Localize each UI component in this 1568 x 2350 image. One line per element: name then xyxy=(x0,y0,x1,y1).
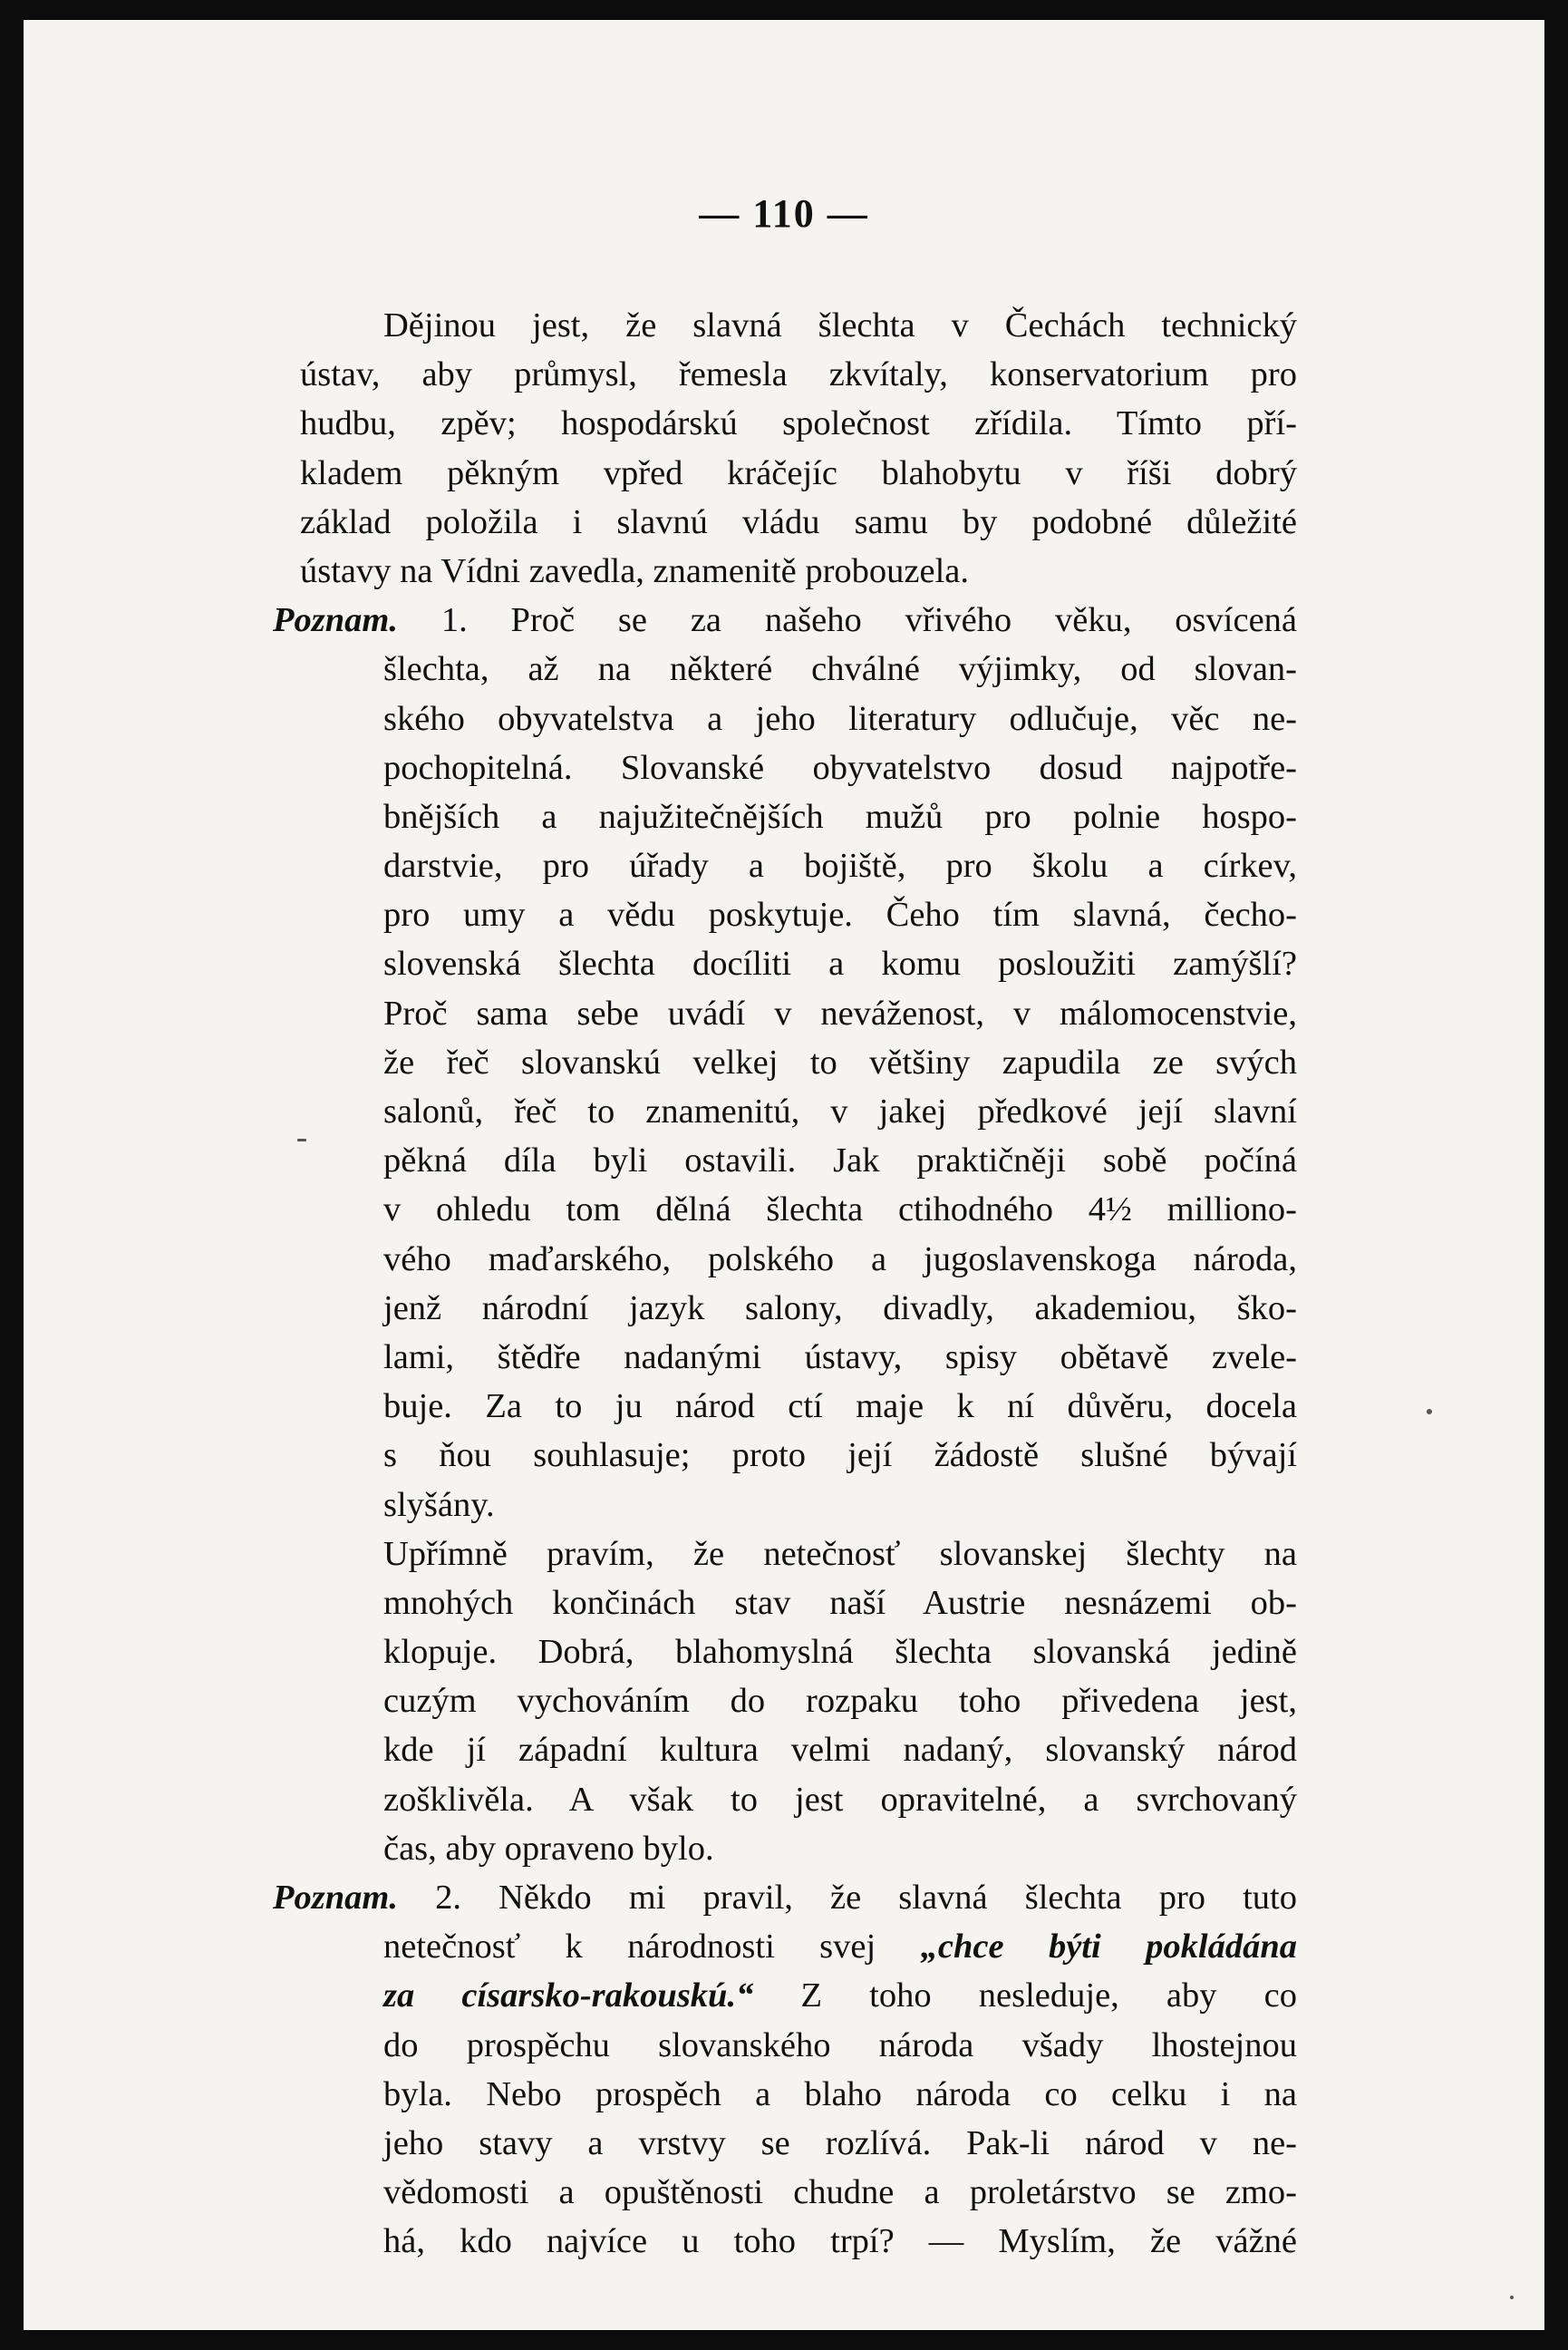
text-line: pěkná díla byli ostavili. Jak praktičněji sobě počíná xyxy=(383,1141,1297,1180)
text-line: do prospěchu slovanského národa všady lhostejnou xyxy=(383,2025,1297,2064)
text-line: s ňou souhlasuje; proto její žádostě slušné bývají xyxy=(383,1436,1297,1475)
text-line: Dějinou jest, že slavná šlechta v Čechách technický xyxy=(383,306,1297,345)
scanned-page xyxy=(24,20,1544,2330)
paragraph-2 xyxy=(300,1529,1297,1873)
text-line: bnějších a najužitečnějších mužů pro polnie hospo- xyxy=(383,797,1297,836)
text-line: slyšány. xyxy=(383,1485,495,1524)
note-text: netečnosť k národnosti svej xyxy=(383,1928,921,1966)
note-text: 1. Proč se za našeho vřivého věku, osvícená xyxy=(440,601,1297,640)
text-line: jeho stavy a vrstvy se rozlívá. Pak-li národ v ne- xyxy=(383,2123,1297,2162)
text-line: základ položila i slavnú vládu samu by podobné důležité xyxy=(300,502,1297,541)
text-line: čas, aby opraveno bylo. xyxy=(383,1829,714,1868)
text-line: há, kdo najvíce u toho trpí? — Myslím, že vážné xyxy=(383,2222,1297,2261)
note-text: Z toho nesleduje, aby co xyxy=(753,1976,1297,2015)
text-line: lami, štědře nadanými ústavy, spisy obětavě zvele- xyxy=(383,1337,1297,1376)
text-line: hudbu, zpěv; hospodárskú společnost zřídila. Tímto pří- xyxy=(300,404,1297,443)
footnote-1 xyxy=(273,596,1297,1529)
text-line: mnohých končinách stav naší Austrie nesnázemi ob- xyxy=(383,1583,1297,1622)
scan-speck xyxy=(297,1139,306,1141)
note-label: Poznam. xyxy=(273,601,398,640)
text-line: ského obyvatelstva a jeho literatury odlučuje, věc ne- xyxy=(383,699,1297,738)
text-line: vého maďarského, polského a jugoslavenskoga národa, xyxy=(383,1239,1297,1278)
text-line: buje. Za to ju národ ctí maje k ní důvěru, docela xyxy=(383,1387,1297,1426)
text-line: darstvie, pro úřady a bojiště, pro školu a církev, xyxy=(383,847,1297,886)
text-line: Proč sama sebe uvádí v neváženost, v málomocenstvie, xyxy=(383,994,1297,1033)
text-line: vědomosti a opuštěnosti chudne a proletárstvo se zmo- xyxy=(383,2173,1297,2212)
note-label: Poznam. xyxy=(273,1879,398,1917)
text-line: v ohledu tom dělná šlechta ctihodného 4½ milliono- xyxy=(383,1190,1297,1229)
scan-speck xyxy=(1427,1409,1432,1414)
text-line: pro umy a vědu poskytuje. Čeho tím slavná, čecho- xyxy=(383,896,1297,935)
footnote-2 xyxy=(273,1873,1297,2267)
quoted-text: za císarsko-rakouskú.“ xyxy=(383,1976,754,2015)
text-line: kde jí západní kultura velmi nadaný, slovanský národ xyxy=(383,1731,1297,1770)
scan-speck xyxy=(1510,2296,1514,2299)
text-line: že řeč slovanskú velkej to většiny zapudila ze svých xyxy=(383,1043,1297,1082)
paragraph-1 xyxy=(300,301,1297,596)
text-line: cuzým vychováním do rozpaku toho přivedena jest, xyxy=(383,1682,1297,1721)
body-text xyxy=(273,301,1297,2267)
text-line: slovenská šlechta docíliti a komu posloužiti zamýšlí? xyxy=(383,945,1297,984)
text-line xyxy=(300,1971,1297,2020)
text-line xyxy=(300,1922,1297,1971)
text-line: zošklivěla. A však to jest opravitelné, a svrchovaný xyxy=(383,1780,1297,1819)
quoted-text: „chce býti pokládána xyxy=(920,1928,1297,1966)
text-line: byla. Nebo prospěch a blaho národa co celku i na xyxy=(383,2074,1297,2113)
text-line xyxy=(273,1873,1297,1922)
page-number: — 110 — xyxy=(699,191,869,236)
text-line: pochopitelná. Slovanské obyvatelstvo dosud najpotře- xyxy=(383,748,1297,787)
text-line: šlechta, až na některé chválné výjimky, od slovan- xyxy=(383,650,1297,689)
text-line: Upřímně pravím, že netečnosť slovanskej šlechty na xyxy=(383,1534,1297,1573)
text-line: jenž národní jazyk salony, divadly, akademiou, ško- xyxy=(383,1288,1297,1327)
text-line: ústav, aby průmysl, řemesla zkvítaly, konservatorium pro xyxy=(300,355,1297,394)
text-line: ústavy na Vídni zavedla, znamenitě probouzela. xyxy=(300,551,970,590)
text-line: kladem pěkným vpřed kráčejíc blahobytu v říši dobrý xyxy=(300,453,1297,492)
text-line xyxy=(273,596,1297,645)
note-text: 2. Někdo mi pravil, že slavná šlechta pro tuto xyxy=(435,1879,1297,1917)
text-line: klopuje. Dobrá, blahomyslná šlechta slovanská jedině xyxy=(383,1633,1297,1672)
text-line: salonů, řeč to znamenitú, v jakej předkové její slavní xyxy=(383,1092,1297,1131)
